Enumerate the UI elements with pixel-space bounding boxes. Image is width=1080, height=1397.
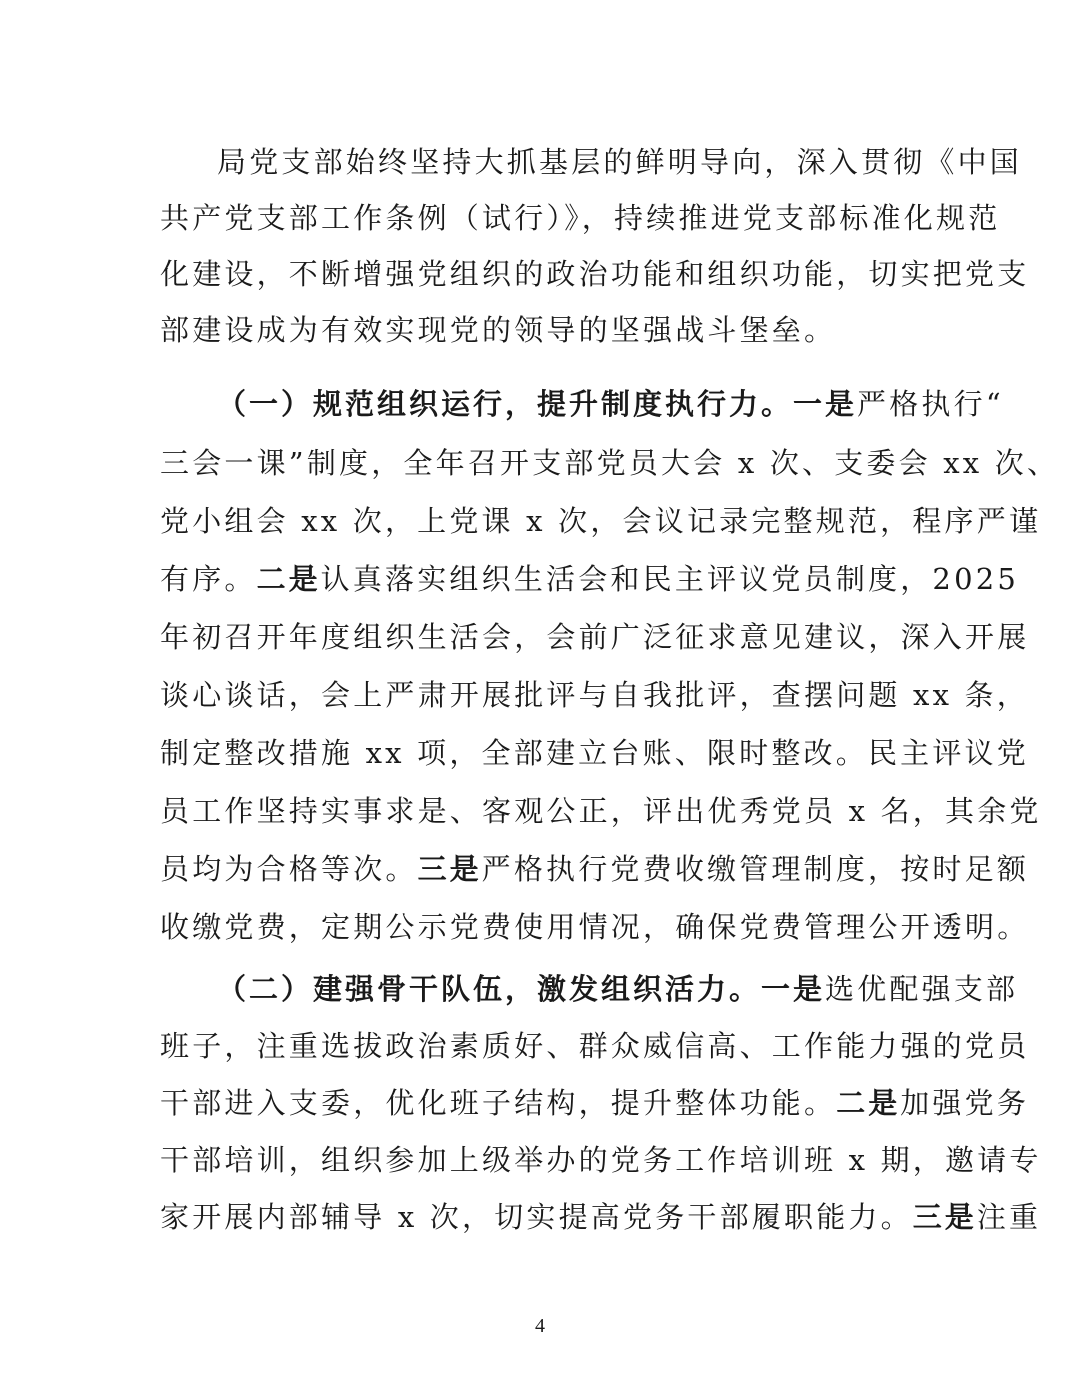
text-run: 严格执行“ [857, 387, 1004, 421]
text-run: 制定整改措施 xx 项，全部建立台账、限时整改。民主评议党 [160, 736, 1029, 770]
text-run: 化建设，不断增强党组织的政治功能和组织功能，切实把党支 [160, 257, 1030, 291]
text-run: 三会一课”制度，全年召开支部党员大会 x 次、支委会 xx 次、 [160, 446, 1060, 480]
text-run: 干部培训，组织参加上级举办的党务工作培训班 x 期，邀请专 [160, 1143, 1042, 1177]
text-line [160, 1083, 1029, 1123]
text-run: 注重 [976, 1200, 1042, 1234]
bold-text-run: 二是 [256, 562, 321, 596]
bold-text-run: （一）规范组织运行，提升制度执行力。 [217, 387, 794, 421]
text-line [160, 198, 1000, 238]
text-run: 严格执行党费收缴管理制度，按时足额 [481, 852, 1030, 886]
text-run: 员均为合格等次。 [160, 852, 418, 886]
text-line [160, 791, 1042, 831]
bold-text-run: 一是 [793, 387, 858, 421]
text-run: 部建设成为有效实现党的领导的坚强战斗堡垒。 [160, 313, 837, 347]
text-line [160, 1140, 1042, 1180]
text-line [160, 1026, 1029, 1066]
bold-text-run: 一是 [761, 972, 826, 1006]
text-line [217, 142, 1022, 182]
text-run: 谈心谈话，会上严肃开展批评与自我批评，查摆问题 xx 条， [160, 678, 1029, 712]
text-line [160, 733, 1029, 773]
text-run: 加强党务 [900, 1086, 1030, 1120]
text-line [160, 617, 1029, 657]
text-line [160, 443, 1059, 483]
text-run: 班子，注重选拔政治素质好、群众威信高、工作能力强的党员 [160, 1029, 1030, 1063]
text-line [160, 501, 1041, 541]
bold-text-run: 三是 [417, 852, 482, 886]
text-line [217, 384, 1004, 424]
text-run: 收缴党费，定期公示党费使用情况，确保党费管理公开透明。 [160, 910, 1030, 944]
text-line [160, 1197, 1041, 1237]
text-run: 员工作坚持实事求是、客观公正，评出优秀党员 x 名，其余党 [160, 794, 1042, 828]
text-run: 党小组会 xx 次，上党课 x 次，会议记录完整规范，程序严谨 [160, 504, 1042, 538]
text-line [160, 675, 1029, 715]
text-run: 家开展内部辅导 x 次，切实提高党务干部履职能力。 [160, 1200, 913, 1234]
text-line [160, 254, 1029, 294]
text-line [160, 310, 836, 350]
bold-text-run: 二是 [836, 1086, 901, 1120]
text-line [217, 969, 1018, 1009]
bold-text-run: （二）建强骨干队伍，激发组织活力。 [217, 972, 762, 1006]
text-run: 干部进入支委，优化班子结构，提升整体功能。 [160, 1086, 837, 1120]
text-run: 选优配强支部 [825, 972, 1019, 1006]
text-line [160, 559, 1019, 599]
text-run: 共产党支部工作条例（试行）》，持续推进党支部标准化规范 [160, 201, 1001, 235]
text-run: 认真落实组织生活会和民主评议党员制度，2025 [320, 562, 1020, 596]
bold-text-run: 三是 [912, 1200, 977, 1234]
text-run: 局党支部始终坚持大抓基层的鲜明导向，深入贯彻《中国 [217, 145, 1023, 179]
page-number: 4 [535, 1315, 545, 1337]
text-line [160, 849, 1029, 889]
text-line [160, 907, 1029, 947]
text-run: 年初召开年度组织生活会，会前广泛征求意见建议，深入开展 [160, 620, 1030, 654]
text-run: 有序。 [160, 562, 257, 596]
